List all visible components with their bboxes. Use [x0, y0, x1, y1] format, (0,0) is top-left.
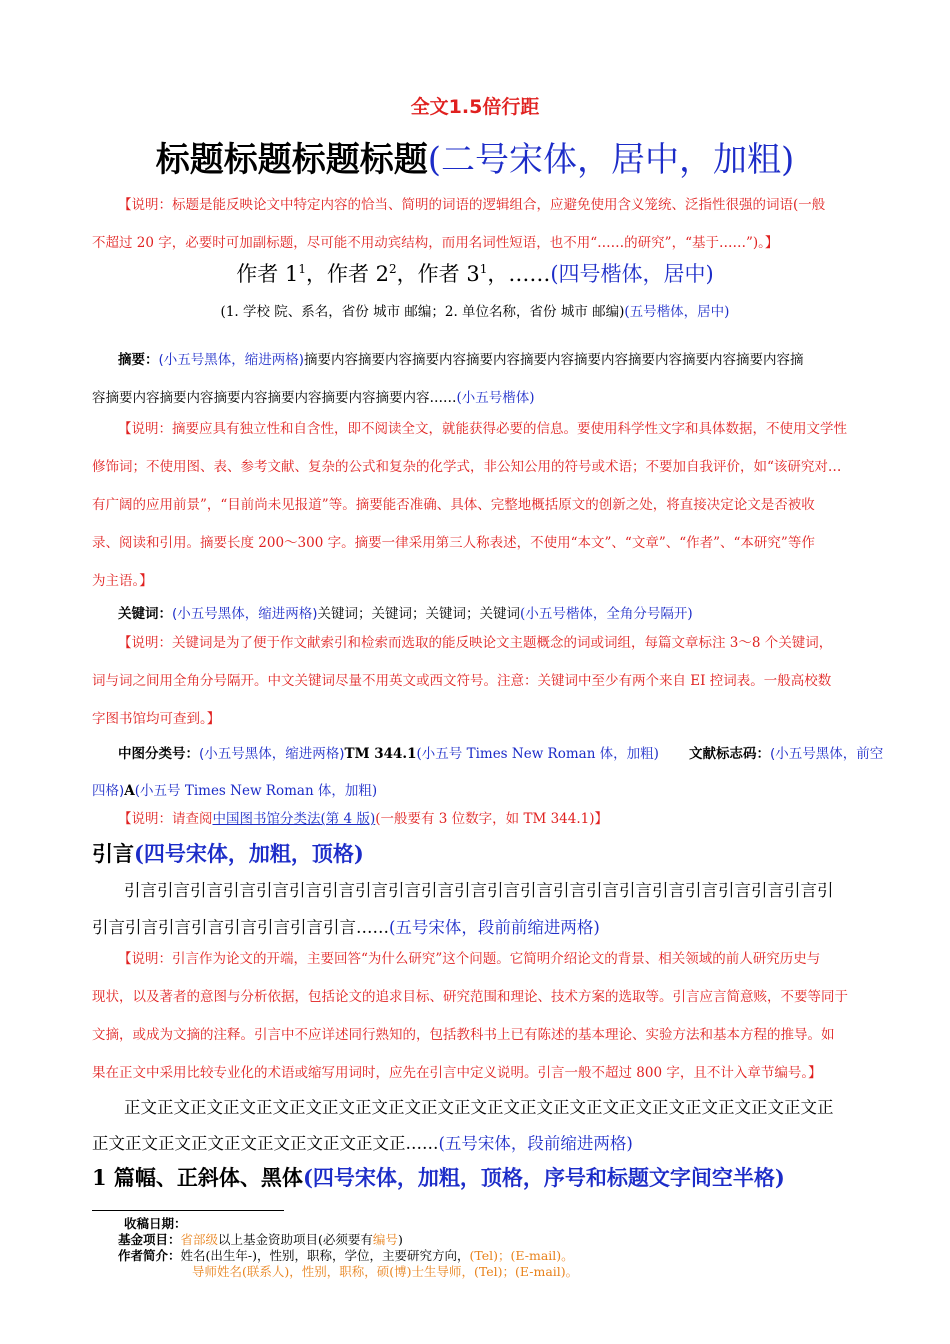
intro-heading — [92, 838, 364, 868]
keywords-content-format: (小五号楷体，全角分号隔开) — [520, 606, 693, 622]
doc-label: 文献标志码： — [688, 746, 770, 762]
clc-reference-link[interactable]: 中国图书馆分类法(第 4 版) — [212, 811, 376, 827]
doc-value: A — [124, 783, 135, 799]
intro-heading-text: 引言 — [92, 841, 134, 866]
abstract-content-format: (小五号楷体) — [456, 390, 535, 406]
intro-note-line4: 果在正文中采用比较专业化的术语或缩写用词时，应先在引言中定义说明。引言一般不超过 800 字，且不计入章节编号。】 — [92, 1065, 822, 1081]
abstract-label: 摘要： — [118, 352, 159, 368]
abstract-label-format: (小五号黑体，缩进两格) — [158, 352, 305, 368]
keywords-note-line1: 【说明：关键词是为了便于作文献索引和检索而选取的能反映论文主题概念的词或词组，每篇文章标注 3～8 个关键词， — [118, 635, 833, 651]
body-text-line1: 正文正文正文正文正文正文正文正文正文正文正文正文正文正文正文正文正文正文正文正文正文正 — [124, 1098, 834, 1117]
keywords-note-line2: 词与词之间用全角分号隔开。中文关键词尽量不用英文或西文符号。注意：关键词中至少有两个来自 EI 控词表。一般高校数 — [92, 673, 832, 689]
authors-line — [0, 258, 950, 288]
keywords-content: 关键词；关键词；关键词；关键词 — [317, 606, 521, 622]
intro-text-format: (五号宋体，段前前缩进两格) — [389, 918, 600, 937]
intro-note-line1: 【说明：引言作为论文的开端，主要回答“为什么研究”这个问题。它简明介绍论文的背景、相关领域的前人研究历史与 — [118, 951, 821, 967]
footnote-bio — [118, 1248, 574, 1264]
clc-note-suffix: (一般要有 3 位数字，如 TM 344.1)】 — [375, 811, 608, 827]
title-note-line1: 【说明：标题是能反映论文中特定内容的恰当、简明的词语的逻辑组合，应避免使用含义笼统、泛指性很强的词语(一般 — [118, 197, 826, 213]
bio-contact: (Tel)；(E-mail)。 — [469, 1248, 574, 1263]
title-note-line2: 不超过 20 字，必要时可加副标题，尽可能不用动宾结构，而用名词性短语，也不用“……的研究”，“基于……”)。】 — [92, 235, 779, 251]
intro-text-line2 — [92, 914, 600, 938]
keywords-line — [118, 602, 693, 622]
abstract-line2 — [92, 386, 535, 406]
abstract-content-1: 摘要内容摘要内容摘要内容摘要内容摘要内容摘要内容摘要内容摘要内容摘要内容摘 — [304, 352, 804, 368]
keywords-note-line3: 字图书馆均可查到。】 — [92, 711, 221, 727]
keywords-label-format: (小五号黑体，缩进两格) — [172, 606, 318, 622]
intro-note-line2: 现状，以及著者的意图与分析依据，包括论文的追求目标、研究范围和理论、技术方案的选取等。引言应言简意赅，不要等同于 — [92, 989, 848, 1005]
intro-text-2: 引言引言引言引言引言引言引言引言…… — [92, 918, 389, 937]
bio-text: 姓名(出生年-)，性别，职称，学位，主要研究方向， — [180, 1248, 470, 1263]
author-2-sup: 2 — [389, 262, 397, 276]
body-text-2: 正文正文正文正文正文正文正文正文正文正…… — [92, 1134, 439, 1153]
abstract-note-line4: 录、阅读和引用。摘要长度 200～300 字。摘要一律采用第三人称表述，不使用“本文”、“文章”、“作者”、“本研究”等作 — [92, 535, 815, 551]
clc-value: TM 344.1 — [344, 746, 417, 762]
doc-label-format-a: (小五号黑体，前空 — [769, 746, 884, 762]
author-3-sup: 1 — [479, 262, 488, 276]
classification-line1 — [118, 742, 883, 762]
section1-heading — [92, 1162, 785, 1192]
intro-heading-format: (四号宋体，加粗，顶格) — [134, 841, 364, 866]
keywords-label: 关键词： — [118, 606, 172, 622]
intro-note-line3: 文摘，或成为文摘的注释。引言中不应详述同行熟知的，包括教科书上已有陈述的基本理论、实验方法和基本方程的推导。如 — [92, 1027, 835, 1043]
author-2: ，作者 2 — [305, 262, 389, 286]
footnote-divider — [92, 1210, 284, 1211]
bio-label: 作者简介： — [118, 1248, 181, 1263]
authors-rest: ，…… — [487, 262, 551, 286]
abstract-note-line5: 为主语。】 — [92, 573, 153, 589]
authors-format: (四号楷体，居中) — [550, 262, 714, 286]
footnote-advisor: 导师姓名(联系人)，性别，职称，硕(博)士生导师，(Tel)；(E-mail)。 — [192, 1264, 579, 1279]
doc-label-format-b: 四格) — [92, 783, 125, 799]
affiliation-format: (五号楷体，居中) — [624, 304, 730, 320]
paper-title — [0, 132, 950, 181]
affiliation-text: (1. 学校 院、系名，省份 城市 邮编；2. 单位名称，省份 城市 邮编) — [220, 304, 625, 320]
clc-label: 中图分类号： — [118, 746, 199, 762]
fund-mid: 以上基金资助项目(必须要有 — [218, 1232, 373, 1247]
abstract-line1 — [118, 348, 804, 368]
line-spacing-note: 全文1.5倍行距 — [410, 96, 540, 118]
abstract-note-line1: 【说明：摘要应具有独立性和自含性，即不阅读全文，就能获得必要的信息。要使用科学性文字和具体数据，不使用文学性 — [118, 421, 847, 437]
section1-heading-text: 1 篇幅、正斜体、黑体 — [92, 1165, 303, 1190]
abstract-note-line3: 有广阔的应用前景”，“目前尚未见报道”等。摘要能否准确、具体、完整地概括原文的创新之处，将直接决定论文是否被收 — [92, 497, 815, 513]
classification-line2 — [92, 779, 377, 799]
fund-orange-1: 省部级 — [180, 1232, 219, 1247]
footnote-received: 收稿日期： — [124, 1216, 187, 1231]
clc-note-prefix: 【说明：请查阅 — [118, 811, 213, 827]
section1-heading-format: (四号宋体，加粗，顶格，序号和标题文字间空半格) — [302, 1165, 785, 1190]
abstract-note-line2: 修饰词；不使用图、表、参考文献、复杂的公式和复杂的化学式，非公知公用的符号或术语；不要加自我评价，如“该研究对… — [92, 459, 842, 475]
fund-label: 基金项目： — [118, 1232, 181, 1247]
clc-label-format: (小五号黑体，缩进两格) — [199, 746, 345, 762]
author-1: 作者 1 — [236, 262, 299, 286]
doc-value-format: (小五号 Times New Roman 体，加粗) — [134, 783, 378, 799]
clc-value-format: (小五号 Times New Roman 体，加粗) — [416, 746, 659, 762]
body-text-format: (五号宋体，段前缩进两格) — [438, 1134, 633, 1153]
body-text-line2 — [92, 1130, 633, 1154]
author-3: ，作者 3 — [396, 262, 480, 286]
clc-note — [118, 802, 608, 836]
author-1-sup: 1 — [298, 262, 306, 276]
title-format: (二号宋体，居中，加粗) — [427, 140, 795, 180]
intro-text-line1: 引言引言引言引言引言引言引言引言引言引言引言引言引言引言引言引言引言引言引言引言引言引 — [124, 881, 834, 900]
fund-orange-2: 编号 — [372, 1232, 398, 1247]
fund-end: ) — [397, 1232, 403, 1247]
abstract-content-2: 容摘要内容摘要内容摘要内容摘要内容摘要内容摘要内容…… — [92, 390, 457, 406]
affiliation-line — [0, 300, 950, 320]
footnote-fund — [118, 1232, 403, 1248]
title-text: 标题标题标题标题 — [155, 140, 428, 180]
